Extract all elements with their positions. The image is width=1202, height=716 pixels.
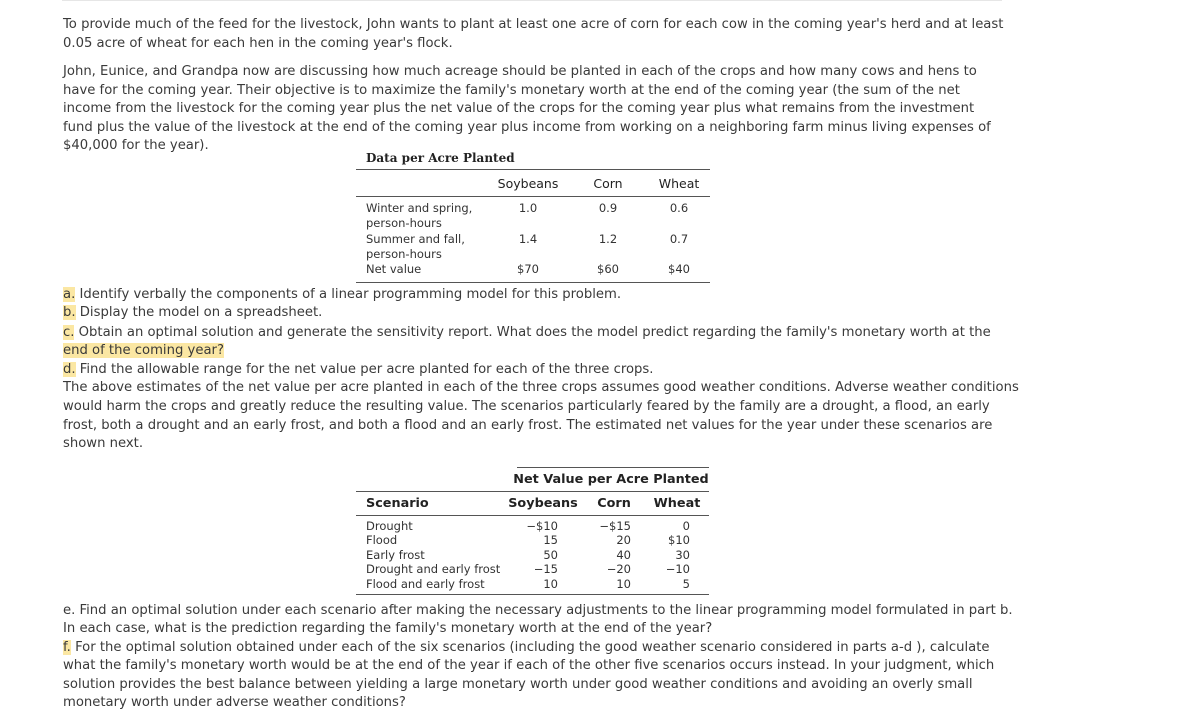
table2-row-label: Drought (366, 519, 413, 533)
table2-row-label: Early frost (366, 548, 425, 562)
table2-cell: −10 (665, 562, 690, 576)
table1-cell: 1.4 (518, 232, 538, 246)
table2-cell: 10 (543, 577, 558, 591)
table1-header-corn: Corn (593, 176, 623, 191)
table2-cell: −15 (533, 562, 558, 576)
question-c: c. Obtain an optimal solution and generate the sensitivity report. What does the model predict regarding the family's monetary worth at the (63, 325, 991, 340)
table1-header-rule (356, 196, 710, 197)
table1-row-label: Summer and fall, person-hours (366, 232, 465, 261)
table2-cell: 20 (616, 533, 631, 547)
table2-row-label: Drought and early frost (366, 562, 501, 576)
question-f-continued: monetary worth under adverse weather conditions? (63, 695, 406, 710)
table2-row-label: Flood (366, 533, 398, 547)
table1-cell: 0.7 (669, 232, 689, 246)
table1-cell: $60 (597, 262, 619, 276)
table1-row-label: Net value (366, 262, 422, 276)
question-e-continued: In each case, what is the prediction regarding the family's monetary worth at the end of the year? (63, 621, 713, 636)
question-f-continued: what the family's monetary worth would be at the end of the year if each of the other five scenarios occurs instead. In your judgment, which (63, 658, 995, 673)
table1-top-rule (356, 169, 710, 170)
table2-cell: 5 (682, 577, 690, 591)
question-f: f. For the optimal solution obtained under each of the six scenarios (including the good weather scenario considered in parts a-d ), calculate (63, 640, 990, 655)
table2-cell: 15 (543, 533, 558, 547)
table1-cell: 1.0 (518, 201, 538, 215)
table2-header-soybeans: Soybeans (508, 496, 578, 511)
table1-row-label: Winter and spring, person-hours (366, 201, 473, 230)
question-d: d. Find the allowable range for the net value per acre planted for each of the three crops. (63, 362, 654, 377)
question-b: b. Display the model on a spreadsheet. (63, 305, 323, 320)
table2-subheader-rule (356, 515, 709, 516)
table1-cell: 1.2 (598, 232, 618, 246)
table1-header-soybeans: Soybeans (497, 176, 559, 191)
table2-header-wheat: Wheat (653, 496, 701, 511)
table2-bottom-rule (356, 594, 709, 595)
question-a: a. Identify verbally the components of a linear programming model for this problem. (63, 287, 622, 302)
table2-row-label: Flood and early frost (366, 577, 485, 591)
table2-cell: −20 (606, 562, 631, 576)
table2-cell: 30 (675, 548, 690, 562)
top-divider (62, 0, 1002, 1)
weather-paragraph-line: shown next. (63, 436, 144, 451)
table2-header-rule (356, 491, 709, 492)
feed-requirement-paragraph: To provide much of the feed for the livestock, John wants to plant at least one acre of corn for each cow in the coming year's herd and at least 0.05 acre of wheat for each hen in the coming year's flock. (63, 17, 1004, 51)
table2-header-scenario: Scenario (366, 496, 429, 511)
table2-group-header: Net Value per Acre Planted (513, 472, 709, 487)
table1-caption: Data per Acre Planted (366, 151, 515, 165)
table1-header-wheat: Wheat (658, 176, 700, 191)
question-c-continued: end of the coming year? (63, 343, 224, 358)
table2-cell: −$10 (526, 519, 558, 533)
table1-cell: 0.6 (669, 201, 689, 215)
weather-paragraph-line: frost, both a drought and an early frost, and both a flood and an early frost. The estimated net values for the year under these scenarios are (63, 418, 993, 433)
table2-cell: 10 (616, 577, 631, 591)
table2-top-rule (517, 467, 709, 468)
question-f-continued: solution provides the best balance between yielding a large monetary worth under good weather conditions and avoiding an overly small (63, 677, 973, 692)
table2-cell: 50 (543, 548, 558, 562)
table2-cell: 40 (616, 548, 631, 562)
table1-bottom-rule (356, 282, 710, 283)
table1-cell: $70 (517, 262, 539, 276)
table2-header-corn: Corn (597, 496, 631, 511)
weather-paragraph-line: The above estimates of the net value per acre planted in each of the three crops assumes good weather conditions. Adverse weather conditions (63, 380, 1019, 395)
table2-cell: $10 (668, 533, 690, 547)
objective-paragraph: John, Eunice, and Grandpa now are discussing how much acreage should be planted in each of the crops and how many cows and hens to have for the coming year. Their objective is to maximize the family's monetary worth at the end of the coming year (the sum of the net income from the livestock for the coming year plus the net value of the crops for the coming year plus what remains from the investment fund plus the value of the livestock at the end of the coming year plus income from working on a neighboring farm minus living expenses of $40,000 for the year). (63, 64, 991, 154)
table1-cell: 0.9 (598, 201, 618, 215)
table2-cell: −$15 (599, 519, 631, 533)
table1-cell: $40 (668, 262, 690, 276)
question-e: e. Find an optimal solution under each scenario after making the necessary adjustments to the linear programming model formulated in part b. (63, 603, 1013, 618)
table2-cell: 0 (682, 519, 690, 533)
weather-paragraph-line: would harm the crops and greatly reduce the resulting value. The scenarios particularly feared by the family are a drought, a flood, an early (63, 399, 990, 414)
